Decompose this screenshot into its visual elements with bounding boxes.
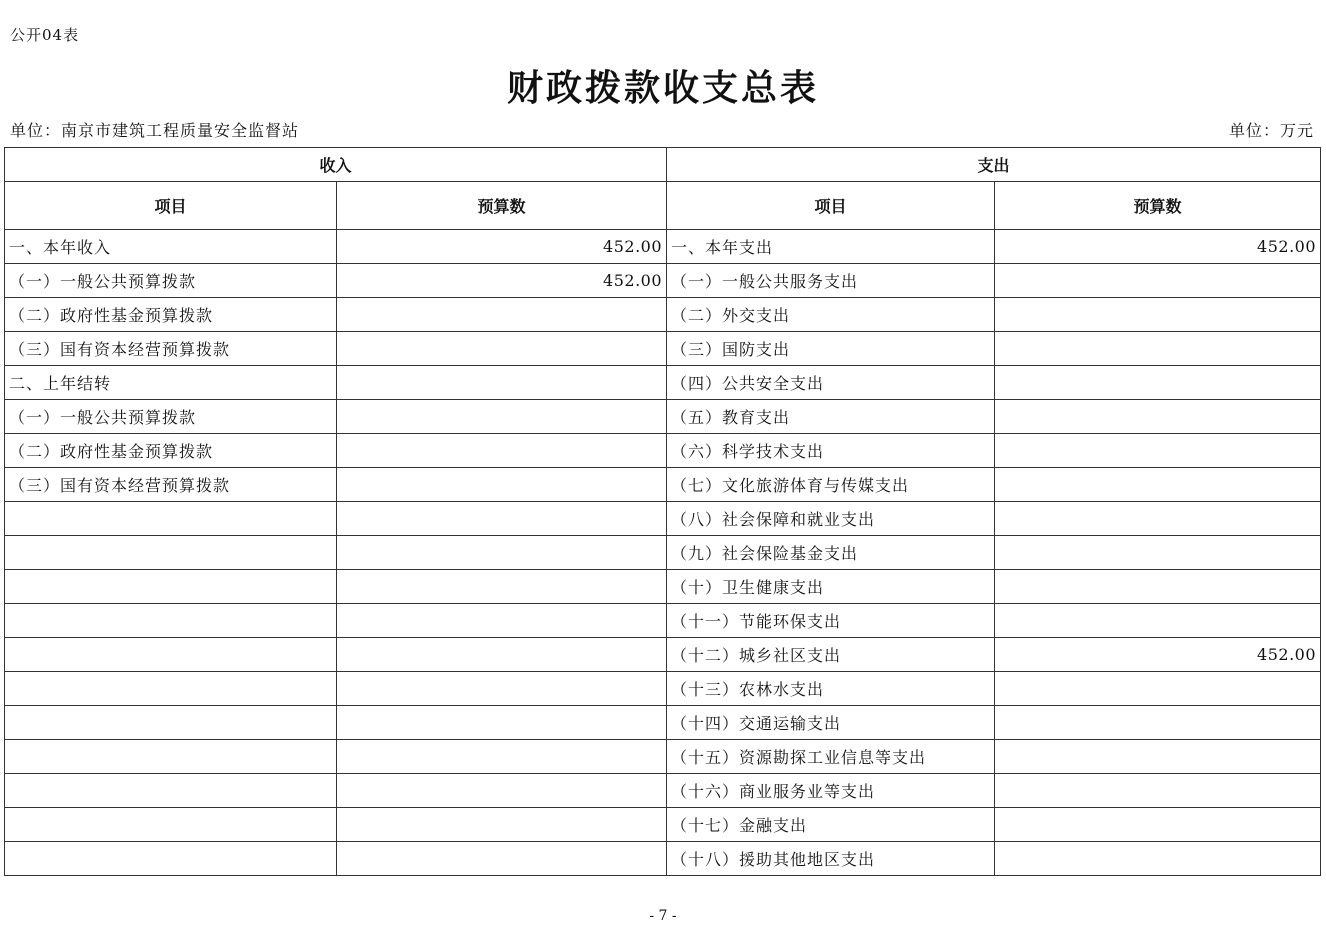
- expense-amount-cell: [995, 740, 1321, 774]
- budget-summary-table: [4, 147, 1321, 876]
- expense-amount-cell: [995, 468, 1321, 502]
- expense-amount-cell: [995, 706, 1321, 740]
- income-item-cell: [5, 808, 337, 842]
- income-amount-cell: [337, 298, 667, 332]
- expense-amount-cell: [995, 536, 1321, 570]
- income-item-cell: （二）政府性基金预算拨款: [5, 434, 337, 468]
- expense-item-cell: （十四）交通运输支出: [667, 706, 995, 740]
- income-item-cell: [5, 638, 337, 672]
- expense-amount-cell: [995, 502, 1321, 536]
- income-amount-cell: [337, 434, 667, 468]
- expense-amount-cell: [995, 366, 1321, 400]
- expense-item-cell: （一）一般公共服务支出: [667, 264, 995, 298]
- income-item-cell: [5, 740, 337, 774]
- income-item-header: 项目: [5, 182, 337, 230]
- income-amount-cell: [337, 842, 667, 876]
- income-amount-cell: [337, 570, 667, 604]
- expense-item-cell: （五）教育支出: [667, 400, 995, 434]
- table-body: [5, 230, 1321, 876]
- table-row: [5, 774, 1321, 808]
- expense-amount-cell: 452.00: [995, 638, 1321, 672]
- income-item-cell: [5, 842, 337, 876]
- table-row: [5, 434, 1321, 468]
- expense-item-cell: （二）外交支出: [667, 298, 995, 332]
- income-item-cell: [5, 604, 337, 638]
- income-item-cell: [5, 672, 337, 706]
- section-header-row: [5, 148, 1321, 182]
- expense-item-cell: （十八）援助其他地区支出: [667, 842, 995, 876]
- currency-unit: 单位：万元: [1228, 121, 1314, 140]
- expense-item-cell: （八）社会保障和就业支出: [667, 502, 995, 536]
- expense-amount-cell: [995, 808, 1321, 842]
- income-item-cell: （一）一般公共预算拨款: [5, 264, 337, 298]
- income-amount-cell: 452.00: [337, 264, 667, 298]
- income-item-cell: [5, 706, 337, 740]
- income-amount-cell: [337, 808, 667, 842]
- expense-item-cell: （十二）城乡社区支出: [667, 638, 995, 672]
- expense-amount-cell: [995, 264, 1321, 298]
- table-row: [5, 638, 1321, 672]
- table-row: [5, 230, 1321, 264]
- table-row: [5, 570, 1321, 604]
- column-header-row: [5, 182, 1321, 230]
- table-row: [5, 604, 1321, 638]
- income-item-cell: （三）国有资本经营预算拨款: [5, 332, 337, 366]
- expense-amount-cell: [995, 604, 1321, 638]
- expense-item-cell: （十七）金融支出: [667, 808, 995, 842]
- expense-amount-cell: [995, 298, 1321, 332]
- expense-amount-cell: [995, 400, 1321, 434]
- expense-amount-cell: [995, 672, 1321, 706]
- income-item-cell: （二）政府性基金预算拨款: [5, 298, 337, 332]
- expense-item-cell: （七）文化旅游体育与传媒支出: [667, 468, 995, 502]
- income-item-cell: （一）一般公共预算拨款: [5, 400, 337, 434]
- expense-amount-cell: [995, 774, 1321, 808]
- table-row: [5, 366, 1321, 400]
- table-row: [5, 706, 1321, 740]
- income-amount-cell: [337, 536, 667, 570]
- table-row: [5, 332, 1321, 366]
- expense-item-cell: （四）公共安全支出: [667, 366, 995, 400]
- income-item-cell: 二、上年结转: [5, 366, 337, 400]
- income-amount-cell: [337, 400, 667, 434]
- income-amount-cell: [337, 740, 667, 774]
- income-item-cell: 一、本年收入: [5, 230, 337, 264]
- table-row: [5, 298, 1321, 332]
- income-item-cell: [5, 502, 337, 536]
- table-row: [5, 264, 1321, 298]
- income-item-cell: [5, 570, 337, 604]
- table-row: [5, 740, 1321, 774]
- expense-amount-cell: [995, 570, 1321, 604]
- form-number: 公开04表: [10, 26, 80, 44]
- income-amount-cell: 452.00: [337, 230, 667, 264]
- income-item-cell: [5, 774, 337, 808]
- expense-budget-header: 预算数: [995, 182, 1321, 230]
- income-budget-header: 预算数: [337, 182, 667, 230]
- table-row: [5, 842, 1321, 876]
- income-amount-cell: [337, 332, 667, 366]
- expense-item-cell: （十五）资源勘探工业信息等支出: [667, 740, 995, 774]
- income-amount-cell: [337, 672, 667, 706]
- page-title: 财政拨款收支总表: [506, 68, 819, 109]
- income-amount-cell: [337, 366, 667, 400]
- page-number: - 7 -: [649, 908, 677, 924]
- income-item-cell: （三）国有资本经营预算拨款: [5, 468, 337, 502]
- income-amount-cell: [337, 604, 667, 638]
- table-row: [5, 502, 1321, 536]
- expense-item-cell: （十一）节能环保支出: [667, 604, 995, 638]
- table-row: [5, 536, 1321, 570]
- reporting-unit: 单位：南京市建筑工程质量安全监督站: [10, 121, 300, 140]
- expense-item-cell: （十六）商业服务业等支出: [667, 774, 995, 808]
- expense-item-cell: （三）国防支出: [667, 332, 995, 366]
- table-row: [5, 400, 1321, 434]
- expense-amount-cell: [995, 842, 1321, 876]
- table-row: [5, 808, 1321, 842]
- expense-item-cell: （十）卫生健康支出: [667, 570, 995, 604]
- expense-item-cell: 一、本年支出: [667, 230, 995, 264]
- income-amount-cell: [337, 706, 667, 740]
- expense-amount-cell: 452.00: [995, 230, 1321, 264]
- income-amount-cell: [337, 468, 667, 502]
- income-amount-cell: [337, 774, 667, 808]
- expense-item-cell: （九）社会保险基金支出: [667, 536, 995, 570]
- income-amount-cell: [337, 638, 667, 672]
- table-row: [5, 672, 1321, 706]
- expense-item-header: 项目: [667, 182, 995, 230]
- expense-amount-cell: [995, 332, 1321, 366]
- income-section-header: 收入: [5, 148, 667, 182]
- expense-amount-cell: [995, 434, 1321, 468]
- table-row: [5, 468, 1321, 502]
- expense-item-cell: （六）科学技术支出: [667, 434, 995, 468]
- expense-section-header: 支出: [667, 148, 1321, 182]
- expense-item-cell: （十三）农林水支出: [667, 672, 995, 706]
- income-item-cell: [5, 536, 337, 570]
- income-amount-cell: [337, 502, 667, 536]
